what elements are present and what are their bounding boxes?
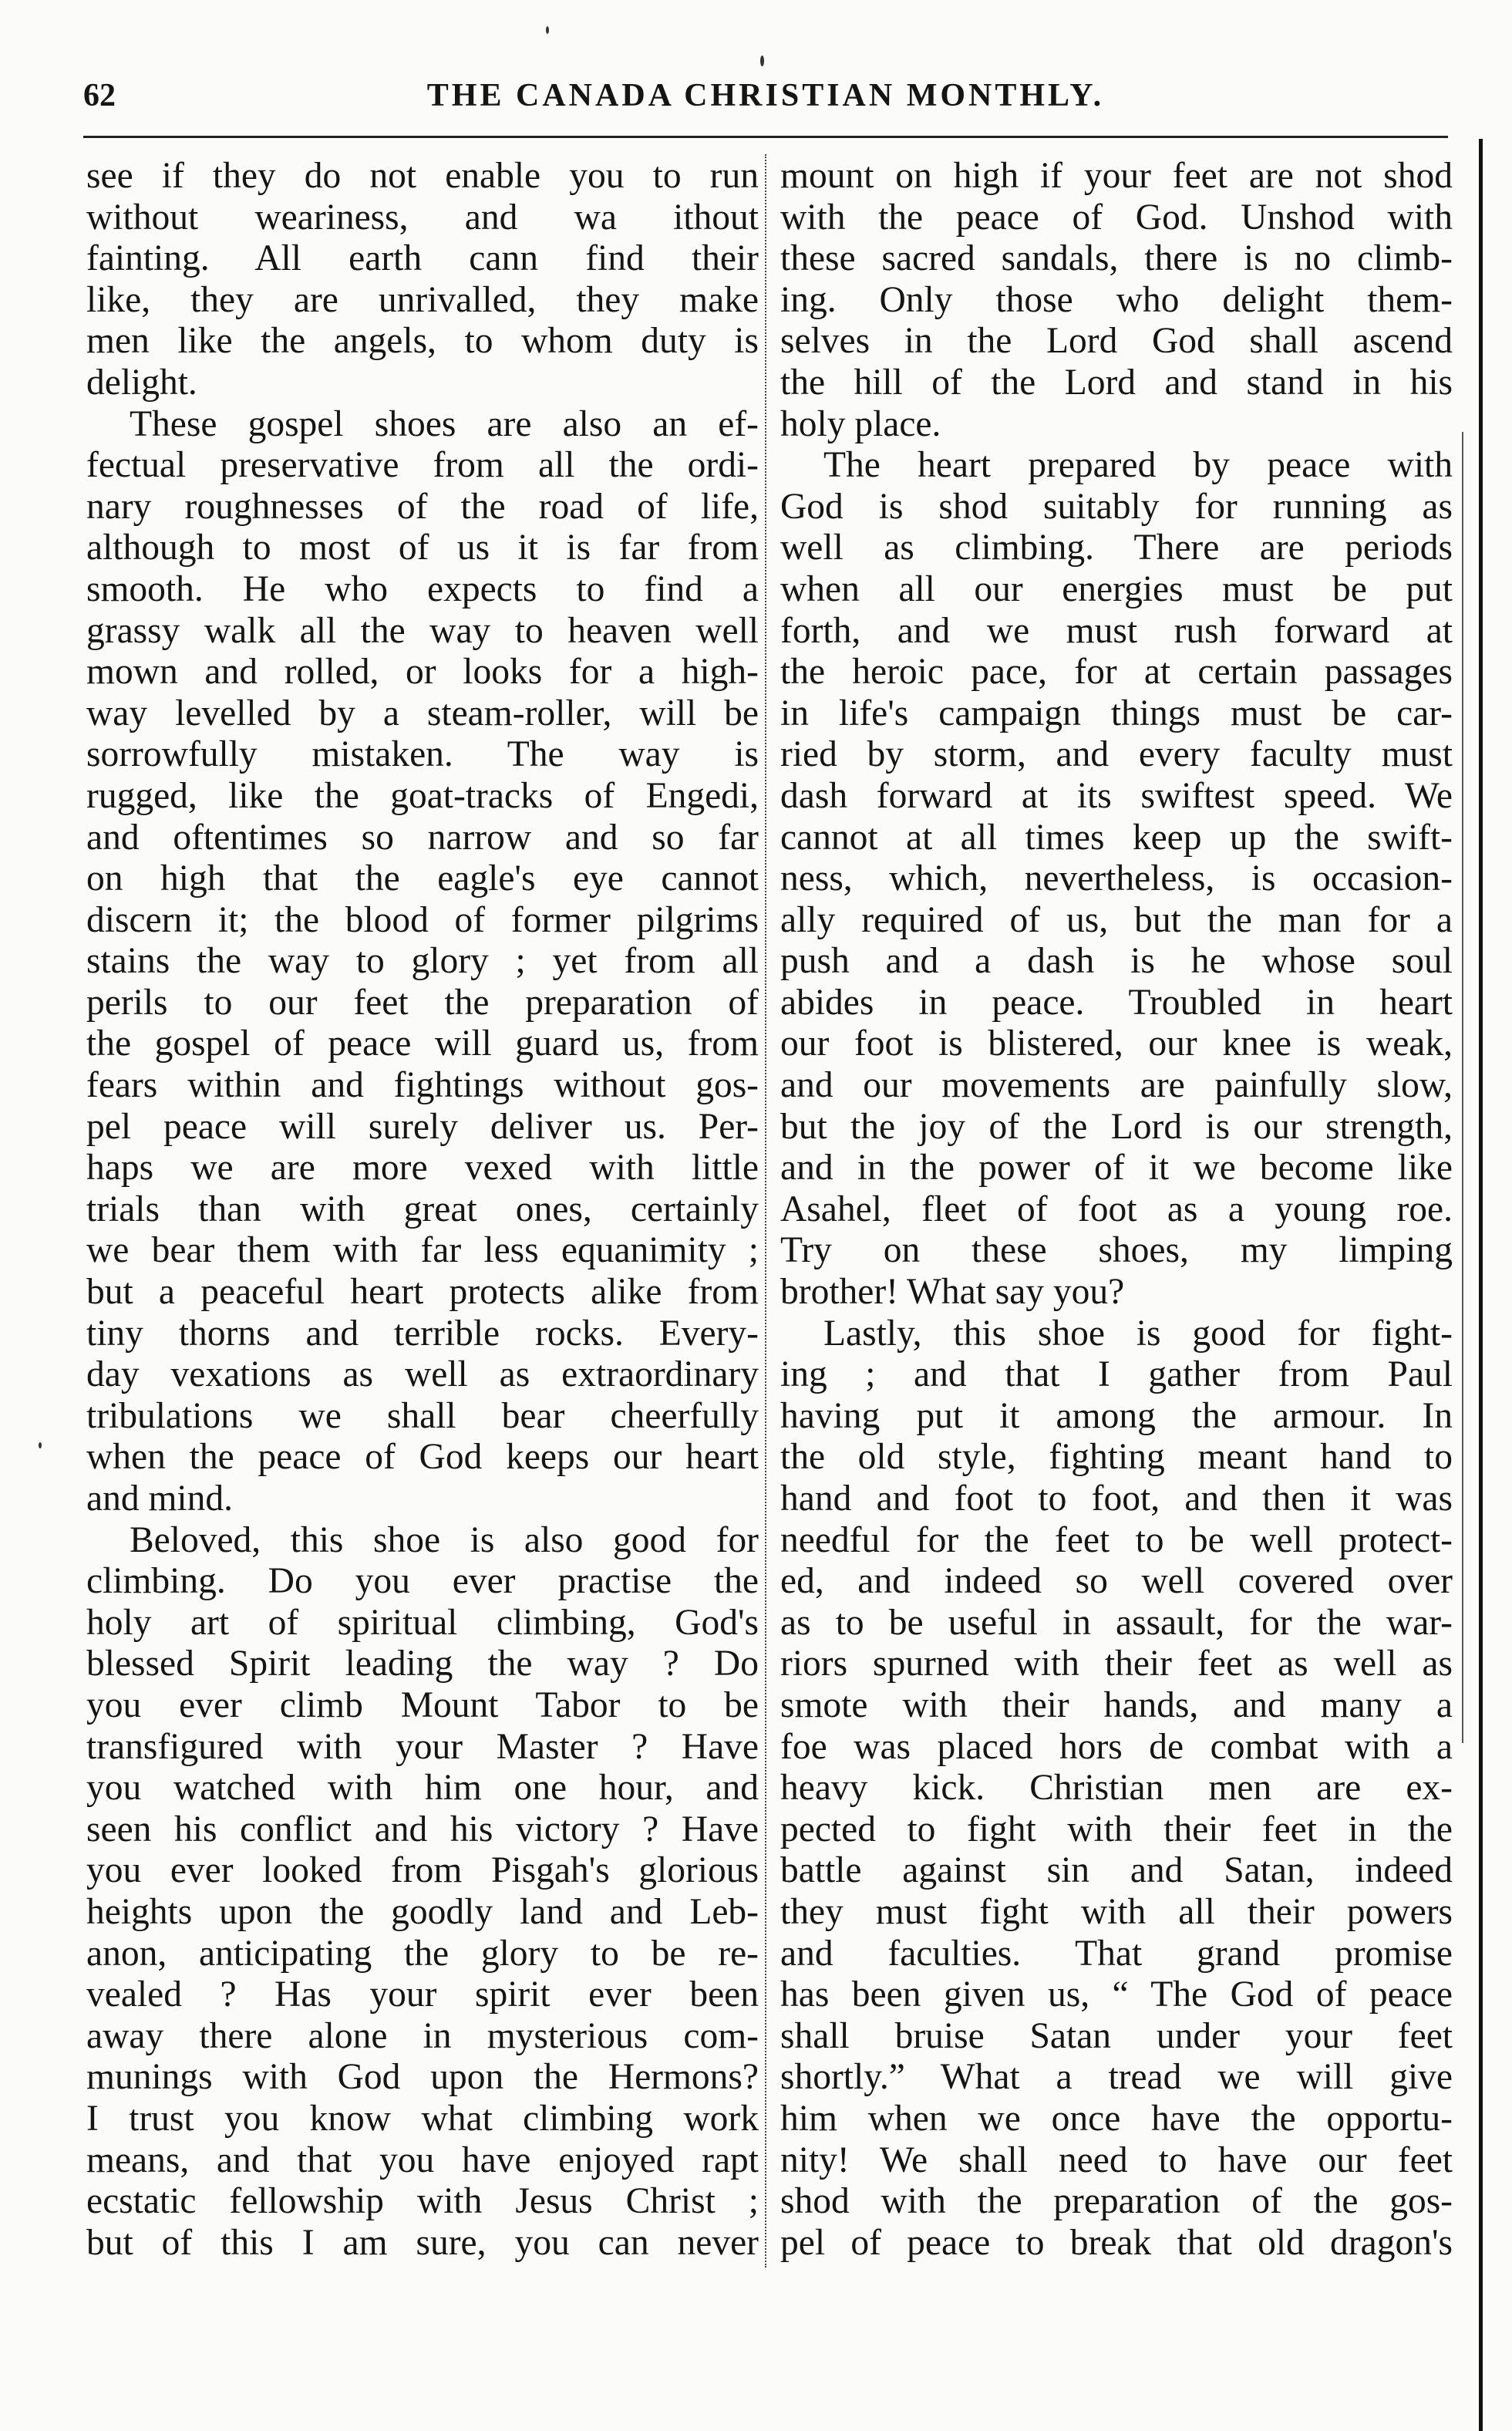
text-line: The heart prepared by peace with	[823, 445, 1453, 486]
text-line: battle against sin and Satan, indeed	[780, 1850, 1453, 1891]
text-line: the heroic pace, for at certain passages	[780, 652, 1453, 693]
running-title: THE CANADA CHRISTIAN MONTHLY.	[426, 78, 1105, 113]
text-line: selves in the Lord God shall ascend	[780, 321, 1453, 362]
text-line: well as climbing. There are periods	[780, 528, 1453, 568]
text-line: when the peace of God keeps our heart	[86, 1437, 759, 1478]
text-line: shall bruise Satan under your feet	[780, 2015, 1453, 2056]
text-line: dash forward at its swiftest speed. We	[780, 775, 1453, 816]
text-line: Lastly, this shoe is good for fight-	[823, 1313, 1453, 1354]
text-line: ed, and indeed so well covered over	[780, 1561, 1453, 1602]
text-line: has been given us, “ The God of peace	[780, 1974, 1453, 2015]
column-divider	[765, 154, 766, 2267]
text-line: when all our energies must be put	[780, 568, 1453, 609]
text-line: tribulations we shall bear cheerfully	[86, 1395, 759, 1436]
text-line: the hill of the Lord and stand in his	[780, 362, 1453, 403]
text-line: anon, anticipating the glory to be re-	[86, 1933, 759, 1974]
text-line: in life's campaign things must be car-	[780, 693, 1453, 733]
page-number: 62	[83, 78, 116, 113]
text-line: and in the power of it we become like	[780, 1148, 1453, 1189]
text-line: our foot is blistered, our knee is weak,	[780, 1023, 1453, 1064]
text-line: holy art of spiritual climbing, God's	[86, 1602, 759, 1643]
text-line: rugged, like the goat-tracks of Engedi,	[86, 775, 759, 816]
binding-edge	[1479, 139, 1483, 2431]
text-line: heights upon the goodly land and Leb-	[86, 1891, 759, 1932]
text-line: pected to fight with their feet in the	[780, 1809, 1453, 1849]
text-line: riors spurned with their feet as well as	[780, 1644, 1453, 1684]
text-line: stains the way to glory ; yet from all	[86, 941, 759, 982]
text-line: God is shod suitably for running as	[780, 486, 1453, 527]
text-line: pel of peace to break that old dragon's	[780, 2222, 1453, 2263]
text-line: holy place.	[780, 403, 941, 444]
text-line: abides in peace. Troubled in heart	[780, 982, 1453, 1023]
text-line: smooth. He who expects to find a	[86, 568, 759, 609]
text-line: day vexations as well as extraordinary	[86, 1354, 759, 1395]
text-line: ing ; and that I gather from Paul	[780, 1354, 1453, 1395]
text-line: and our movements are painfully slow,	[780, 1065, 1453, 1106]
text-line: the old style, fighting meant hand to	[780, 1437, 1453, 1478]
text-line: transfigured with your Master ? Have	[86, 1726, 759, 1767]
print-speck	[39, 1442, 42, 1448]
text-line: you ever looked from Pisgah's glorious	[86, 1850, 759, 1891]
text-line: Asahel, fleet of foot as a young roe.	[780, 1189, 1453, 1229]
text-line: ecstatic fellowship with Jesus Christ ;	[86, 2181, 759, 2222]
text-line: seen his conflict and his victory ? Have	[86, 1809, 759, 1849]
text-line: as to be useful in assault, for the war-	[780, 1602, 1453, 1643]
text-line: fears within and fightings without gos-	[86, 1065, 759, 1106]
text-line: cannot at all times keep up the swift-	[780, 817, 1453, 858]
text-line: smote with their hands, and many a	[780, 1684, 1453, 1725]
text-line: Try on these shoes, my limping	[780, 1230, 1453, 1271]
text-line: these sacred sandals, there is no climb-	[780, 238, 1453, 279]
text-line: away there alone in mysterious com-	[86, 2015, 759, 2056]
text-line: without weariness, and wa ithout	[86, 197, 759, 238]
text-line: and mind.	[86, 1478, 233, 1519]
text-line: blessed Spirit leading the way ? Do	[86, 1644, 759, 1684]
text-line: but a peaceful heart protects alike from	[86, 1272, 759, 1313]
text-line: means, and that you have enjoyed rapt	[86, 2139, 759, 2180]
text-line: mount on high if your feet are not shod	[780, 156, 1453, 196]
text-line: him when we once have the opportu-	[780, 2098, 1453, 2139]
right-column	[780, 156, 1453, 2264]
text-line: forth, and we must rush forward at	[780, 610, 1453, 651]
text-line: but of this I am sure, you can never	[86, 2222, 759, 2263]
text-line: although to most of us it is far from	[86, 528, 759, 568]
text-line: the gospel of peace will guard us, from	[86, 1023, 759, 1064]
text-line: hand and foot to foot, and then it was	[780, 1478, 1453, 1519]
text-line: mown and rolled, or looks for a high-	[86, 652, 759, 693]
text-line: fectual preservative from all the ordi-	[86, 445, 759, 486]
print-speck	[760, 56, 764, 66]
text-line: I trust you know what climbing work	[86, 2098, 759, 2139]
print-speck	[546, 26, 549, 34]
text-line: haps we are more vexed with little	[86, 1148, 759, 1189]
text-line: tiny thorns and terrible rocks. Every-	[86, 1313, 759, 1354]
text-line: ing. Only those who delight them-	[780, 279, 1453, 320]
text-line: like, they are unrivalled, they make	[86, 279, 759, 320]
text-line: and faculties. That grand promise	[780, 1933, 1453, 1974]
text-line: you watched with him one hour, and	[86, 1768, 759, 1809]
text-line: push and a dash is he whose soul	[780, 941, 1453, 982]
binding-edge-shadow	[1462, 432, 1463, 1743]
text-line: climbing. Do you ever practise the	[86, 1561, 759, 1602]
text-line: grassy walk all the way to heaven well	[86, 610, 759, 651]
text-line: but the joy of the Lord is our strength,	[780, 1106, 1453, 1147]
text-line: with the peace of God. Unshod with	[780, 197, 1453, 238]
left-column	[86, 156, 759, 2264]
text-line: needful for the feet to be well protect-	[780, 1519, 1453, 1560]
text-line: sorrowfully mistaken. The way is	[86, 734, 759, 775]
text-line: nity! We shall need to have our feet	[780, 2139, 1453, 2180]
text-line: discern it; the blood of former pilgrims	[86, 899, 759, 940]
text-line: see if they do not enable you to run	[86, 156, 759, 196]
text-line: nary roughnesses of the road of life,	[86, 486, 759, 527]
text-line: munings with God upon the Hermons?	[86, 2057, 759, 2098]
text-line: These gospel shoes are also an ef-	[130, 403, 759, 444]
text-line: shortly.” What a tread we will give	[780, 2057, 1453, 2098]
text-line: pel peace will surely deliver us. Per-	[86, 1106, 759, 1147]
text-line: foe was placed hors de combat with a	[780, 1726, 1453, 1767]
text-line: having put it among the armour. In	[780, 1395, 1453, 1436]
text-line: they must fight with all their powers	[780, 1891, 1453, 1932]
page-header	[83, 77, 1448, 123]
text-line: trials than with great ones, certainly	[86, 1189, 759, 1229]
text-line: you ever climb Mount Tabor to be	[86, 1684, 759, 1725]
text-line: men like the angels, to whom duty is	[86, 321, 759, 362]
text-line: shod with the preparation of the gos-	[780, 2181, 1453, 2222]
header-rule	[83, 136, 1448, 138]
text-line: we bear them with far less equanimity ;	[86, 1230, 759, 1271]
text-line: vealed ? Has your spirit ever been	[86, 1974, 759, 2015]
text-line: ness, which, nevertheless, is occasion-	[780, 858, 1453, 899]
text-line: Beloved, this shoe is also good for	[130, 1519, 759, 1560]
text-line: brother! What say you?	[780, 1272, 1125, 1313]
text-line: heavy kick. Christian men are ex-	[780, 1768, 1453, 1809]
text-line: ally required of us, but the man for a	[780, 899, 1453, 940]
text-line: fainting. All earth cann find their	[86, 238, 759, 279]
text-line: and oftentimes so narrow and so far	[86, 817, 759, 858]
text-line: ried by storm, and every faculty must	[780, 734, 1453, 775]
text-line: delight.	[86, 362, 197, 403]
text-line: way levelled by a steam-roller, will be	[86, 693, 759, 733]
text-line: perils to our feet the preparation of	[86, 982, 759, 1023]
text-line: on high that the eagle's eye cannot	[86, 858, 759, 899]
